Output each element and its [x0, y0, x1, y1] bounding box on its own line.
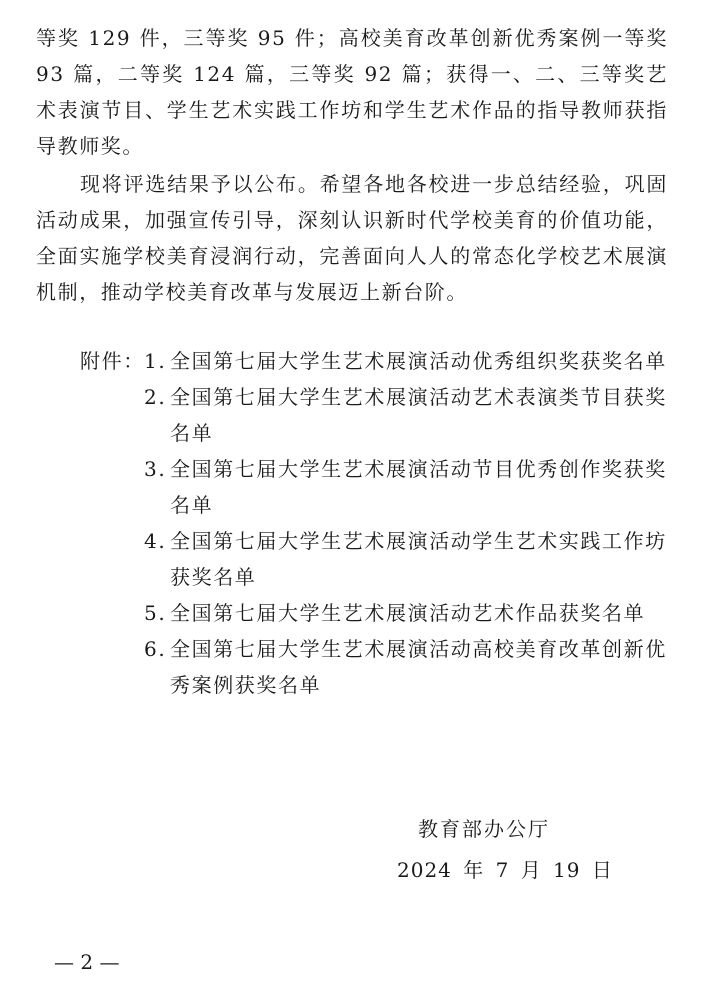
- attachment-number: 5.: [144, 601, 167, 625]
- attachment-number: 4.: [144, 529, 167, 553]
- attachment-item-2: [144, 379, 672, 451]
- attachment-item-4: [144, 523, 672, 595]
- attachment-item-6: [144, 631, 672, 703]
- attachment-number: 3.: [144, 457, 167, 481]
- attachment-item-1: [144, 343, 672, 379]
- page-number: — 2 —: [54, 950, 120, 974]
- attachment-title: 全国第七届大学生艺术展演活动学生艺术实践工作坊获奖名单: [170, 529, 667, 589]
- attachment-number: 6.: [144, 637, 167, 661]
- issue-date: 2024 年 7 月 19 日: [397, 858, 613, 882]
- attachment-number: 2.: [144, 385, 167, 409]
- issuer-signature: 教育部办公厅: [418, 817, 550, 841]
- attachments-list: [144, 343, 672, 703]
- attachment-title: 全国第七届大学生艺术展演活动优秀组织奖获奖名单: [170, 349, 667, 373]
- attachment-title: 全国第七届大学生艺术展演活动高校美育改革创新优秀案例获奖名单: [170, 637, 667, 697]
- attachment-item-3: [144, 451, 672, 523]
- attachment-number: 1.: [144, 349, 167, 373]
- attachment-title: 全国第七届大学生艺术展演活动节目优秀创作奖获奖名单: [170, 457, 667, 517]
- body-paragraph-2: 现将评选结果予以公布。希望各地各校进一步总结经验，巩固活动成果，加强宣传引导，深刻认识新时代学校美育的价值功能，全面实施学校美育浸润行动，完善面向人人的常态化学校艺术展演机制，推动学校美育改革与发展迈上新台阶。: [36, 172, 668, 304]
- attachment-title: 全国第七届大学生艺术展演活动艺术表演类节目获奖名单: [170, 385, 667, 445]
- attachments-label: 附件：: [80, 349, 145, 373]
- body-paragraph-1: 等奖 129 件，三等奖 95 件；高校美育改革创新优秀案例一等奖 93 篇，二等奖 124 篇，三等奖 92 篇；获得一、二、三等奖艺术表演节目、学生艺术实践工作坊和学生艺术作品的指导教师获指导教师奖。: [36, 26, 668, 158]
- attachment-item-5: [144, 595, 672, 631]
- attachment-title: 全国第七届大学生艺术展演活动艺术作品获奖名单: [170, 601, 646, 625]
